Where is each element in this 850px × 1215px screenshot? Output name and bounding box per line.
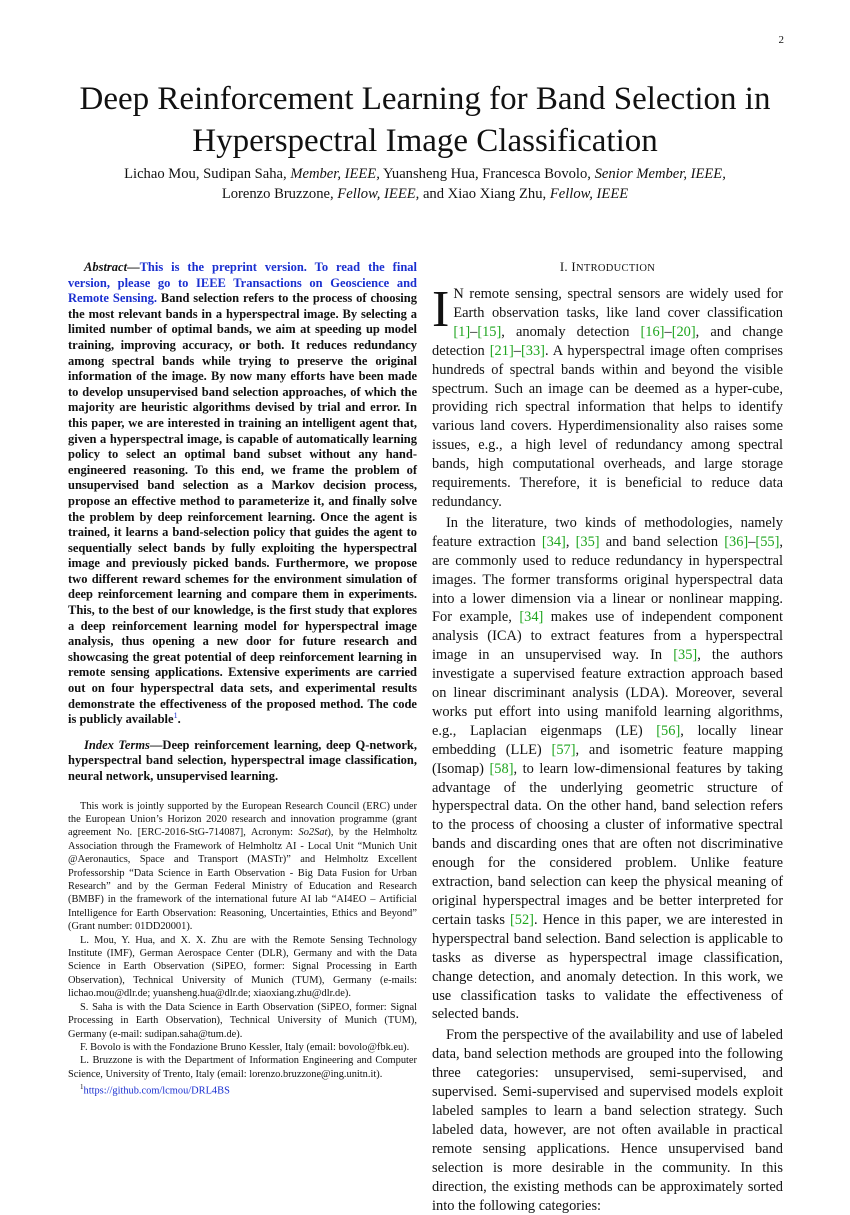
body-text: , to learn low-dimensional features by taking advantage of the underlying geometric structure of hyperspectral data. On the other hand, band selection refers to the process of choosing a cluster of informative spectral bands and discarding ones that are often not discriminative enough for the considered problem. Unlike feature extraction, band selection can keep the physical meaning of original hyperspectral images and be better interpreted for certain tasks: [432, 760, 784, 928]
intro-paragraph-2: [432, 514, 783, 1024]
right-column: [432, 260, 783, 1215]
affiliation-note-3: F. Bovolo is with the Fondazione Bruno Kessler, Italy (email: bovolo@fbk.eu).: [80, 1041, 410, 1053]
drop-cap: I: [432, 281, 450, 338]
citation-link[interactable]: [34]: [541, 533, 566, 550]
index-terms-dash: —: [149, 737, 163, 752]
author-membership: Senior Member, IEEE,: [594, 166, 726, 182]
citation-link[interactable]: [56]: [656, 722, 681, 739]
citation-link[interactable]: [1]: [453, 323, 471, 340]
citation-link[interactable]: [16]: [640, 323, 665, 340]
body-text: ,: [565, 533, 576, 550]
paper-title: Deep Reinforcement Learning for Band Selection in Hyperspectral Image Classification: [79, 81, 771, 159]
page-number: 2: [778, 34, 784, 46]
author-name: Sudipan Saha,: [203, 166, 291, 182]
body-text: , and isometric feature mapping (Isomap): [432, 741, 783, 777]
affiliation-note-1: L. Mou, Y. Hua, and X. X. Zhu are with the Remote Sensing Technology Institute (IMF), German Aerospace Center (DLR), Germany and with the Data Science in Earth Observation (SiPEO, former: Signal Processing in Earth Observation), Technical University of Munich (TUM), Germany (e-mails: lichao.mou@dlr.de; yuansheng.hua@dlr.de; xiaoxiang.zhu@dlr.de).: [68, 934, 417, 1000]
body-text: –: [748, 533, 756, 550]
footnote-ref-1[interactable]: 1: [173, 711, 178, 721]
author-name: Lichao Mou,: [124, 166, 204, 182]
acronym: So2Sat: [298, 827, 328, 839]
index-terms-label: Index Terms: [84, 737, 150, 752]
citation-link[interactable]: [57]: [551, 741, 576, 758]
code-url-link[interactable]: https://github.com/lcmou/DRL4BS: [83, 1085, 230, 1097]
index-terms-text: Deep reinforcement learning, deep Q-network, hyperspectral band selection, hyperspectral image classification, neural network, unsupervised learning.: [68, 737, 417, 783]
author-name: Francesca Bovolo,: [482, 166, 595, 182]
citation-link[interactable]: [52]: [510, 911, 534, 928]
body-text: From the perspective of the availability and use of labeled data, band selection methods are grouped into the following three categories: unsupervised, semi-supervised, and supervised. Semi-supervised and supervised models exploit labeled samples to learn a band selection strategy. Such labeled data, however, are not often available in practical remote sensing applications. Hence unsupervised band selection is more desirable in the community. In this direction, the existing methods can be approximately sorted into the following categories:: [432, 1027, 783, 1214]
preprint-link[interactable]: This is the preprint version. To read the final version, please go to IEEE Transactions on Geoscience and Remote Sensing.: [68, 260, 417, 306]
body-text: –: [664, 323, 672, 340]
author-membership: Fellow, IEEE,: [337, 186, 420, 202]
affiliation-note-2: S. Saha is with the Data Science in Earth Observation (SiPEO, former: Signal Processing in Earth Observation), Technical University of Munich (TUM), Germany (e-mail: sudipan.saha@tum.de).: [68, 1001, 417, 1040]
abstract-label: Abstract: [84, 260, 128, 274]
body-text: , and change detection: [432, 323, 783, 359]
citation-link[interactable]: [33]: [520, 342, 545, 359]
body-text: . Hence in this paper, we are interested in hyperspectral band selection. Band selection is applicable to tasks as diverse as hyperspectral image classification, change detection, and anomaly detection. In this work, we use classification tasks to validate the effectiveness of selected bands.: [432, 911, 784, 1023]
citation-link[interactable]: [36]: [724, 533, 749, 550]
body-text: –: [470, 323, 478, 340]
intro-paragraph-3: [432, 1026, 783, 1215]
abstract-end: .: [177, 712, 181, 727]
citation-link[interactable]: [15]: [477, 323, 502, 340]
author-list: [40, 164, 810, 204]
author-membership: Fellow, IEEE: [549, 186, 629, 202]
intro-paragraph-1: [432, 281, 784, 512]
section-heading: I. INTRODUCTION: [559, 260, 656, 274]
body-text: and band selection: [599, 533, 725, 550]
body-text: . A hyperspectral image often comprises hundreds of spectral bands within and beyond the visible spectrum. Such an image can be deemed as a hyper-cube, providing rich spectral information that helps to identify various land covers. Hyperdimensionality also raises some issues, e.g., a high level of redundancy among spectral bands, high computational overheads, and large storage requirements. Therefore, it is beneficial to reduce data redundancy.: [432, 342, 784, 510]
citation-link[interactable]: [58]: [489, 760, 514, 777]
body-text: , locally linear embedding (LLE): [432, 722, 783, 758]
first-page-notes: [68, 800, 417, 1098]
author-name: Lorenzo Bruzzone,: [221, 186, 338, 202]
citation-link[interactable]: [34]: [519, 609, 544, 626]
body-text: N remote sensing, spectral sensors are widely used for Earth observation tasks, like land cover classification: [453, 286, 783, 321]
index-terms: [68, 738, 417, 785]
body-text: , anomaly detection: [501, 323, 641, 340]
author-line-1: [40, 164, 810, 184]
abstract-text: Band selection refers to the process of choosing the most relevant bands in a hyperspectral image. By selecting a limited number of optimal bands, we aim at speeding up model training, improving accuracy, or both. It reduces redundancy among spectral bands while trying to preserve the original information of the image. By now many efforts have been made to develop unsupervised band selection approaches, of which the majority are heuristic algorithms devised by trial and error. In this paper, we are interested in training an intelligent agent that, given a hyperspectral image, is capable of automatically learning policy to select an optimal band subset without any hand-engineered reasoning. To this end, we frame the problem of unsupervised band selection as a Markov decision process, propose an effective method to parameterize it, and finally solve the problem by deep reinforcement learning. Once the agent is trained, it learns a band-selection policy that guides the agent to sequentially select bands by fully exploiting the hyperspectral image and previously picked bands. Furthermore, we propose two different reward schemes for the environment simulation of deep reinforcement learning and compare them in experiments. This, to the best of our knowledge, is the first study that explores a deep reinforcement learning model for hyperspectral image analysis, thus opening a new door for future research and showcasing the great potential of deep reinforcement learning in remote sensing applications. Extensive experiments are carried out on four hyperspectral data sets, and experimental results demonstrate the effectiveness of the proposed method. The code is publicly available: [68, 291, 417, 727]
author-name: Yuansheng Hua,: [382, 166, 483, 182]
abstract-dash: —: [127, 260, 140, 274]
citation-link[interactable]: [20]: [671, 323, 696, 340]
body-text: In the literature, two kinds of methodologies, namely feature extraction: [432, 514, 783, 550]
citation-link[interactable]: [35]: [673, 647, 698, 664]
citation-link[interactable]: [35]: [575, 533, 600, 550]
body-text: makes use of independent component analysis (ICA) to extract features from a hyperspectral image in an unsupervised way. In: [432, 609, 783, 664]
body-text: , the authors investigate a supervised feature extraction approach based on linear discriminant analysis (LDA). Moreover, several works put effort into using manifold learning algorithms, e.g., Laplacian eigenmaps (LE): [432, 647, 783, 739]
author-name: and Xiao Xiang Zhu,: [422, 186, 550, 202]
author-line-2: [40, 184, 810, 204]
body-text: –: [513, 342, 521, 359]
affiliation-note-4: L. Bruzzone is with the Department of Information Engineering and Computer Science, University of Trento, Italy (email: lorenzo.bruzzone@ing.unitn.it).: [68, 1055, 417, 1080]
citation-link[interactable]: [55]: [755, 533, 780, 550]
funding-note: This work is jointly supported by the European Research Council (ERC) under the European Union’s Horizon 2020 research and innovation programme (grant agreement No. [ERC-2016-StG-714087], Acronym: So2Sat), by the Helmholtz Association through the Framework of Helmholtz AI - Local Unit “Munich Unit @Aeronautics, Space and Transport (MASTr)” and Helmholtz Excellent Professorship “Data Science in Earth Observation - Big Data Fusion for Urban Research” and by the German Federal Ministry of Education and Research (BMBF) in the framework of the international future AI lab “AI4EO – Artificial Intelligence for Earth Observation: Reasoning, Uncertainties, Ethics and Beyond” (Grant number: 01DD20001).: [68, 800, 417, 933]
code-footnote: [68, 1081, 417, 1098]
citation-link[interactable]: [21]: [489, 342, 514, 359]
left-column: [68, 260, 417, 1098]
author-membership: Member, IEEE,: [290, 166, 380, 182]
abstract: [68, 260, 417, 728]
footnote-mark: 1: [80, 1083, 84, 1092]
body-text: , are commonly used to reduce redundancy in hyperspectral images. The former transforms original hyperspectral data into a lower dimension via a linear or nonlinear mapping. For example,: [432, 533, 783, 626]
